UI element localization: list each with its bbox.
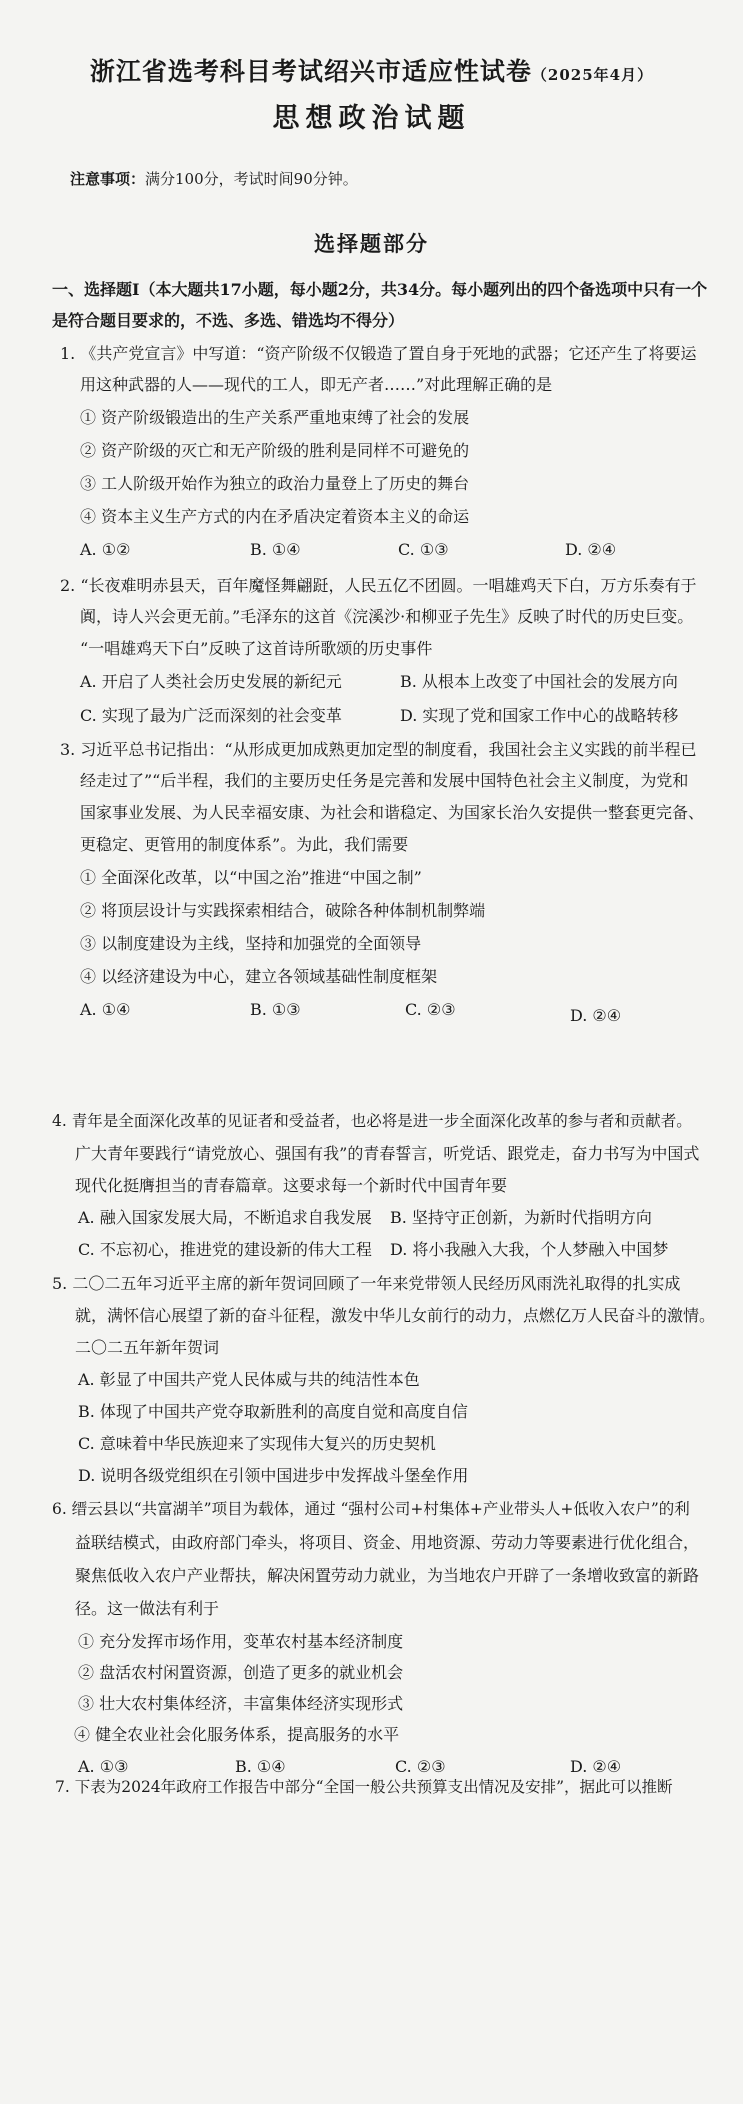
question-line: 益联结模式，由政府部门牵头，将项目、资金、用地资源、劳动力等要素进行优化组合，: [75, 1533, 700, 1552]
choice-a: A. ①④: [80, 1000, 131, 1019]
statement: ④ 以经济建设为中心，建立各领域基础性制度框架: [80, 967, 438, 986]
choice-a: A. 融入国家发展大局，不断追求自我发展: [78, 1208, 372, 1227]
choice-d: D. ②④: [565, 540, 617, 559]
exam-title: 浙江省选考科目考试绍兴市适应性试卷（2025年4月）: [89, 57, 654, 86]
choice-c: C. 实现了最为广泛而深刻的社会变革: [80, 706, 342, 725]
choice-c: C. 不忘初心，推进党的建设新的伟大工程: [78, 1240, 372, 1259]
statement: ② 盘活农村闲置资源，创造了更多的就业机会: [78, 1663, 404, 1682]
statement: ① 充分发挥市场作用，变革农村基本经济制度: [78, 1632, 404, 1651]
choice-b: B. 从根本上改变了中国社会的发展方向: [400, 672, 678, 691]
question-line: 经走过了”“后半程，我们的主要历史任务是完善和发展中国特色社会主义制度，为党和: [80, 771, 689, 790]
choice-b: B. ①③: [250, 1000, 301, 1019]
statement: ④ 健全农业社会化服务体系，提高服务的水平: [74, 1725, 400, 1744]
question-line: 二〇二五年新年贺词: [75, 1338, 220, 1357]
subject-title: 思想政治试题: [272, 103, 471, 134]
choice-b: B. ①④: [235, 1757, 286, 1776]
question-line: 用这种武器的人——现代的工人，即无产者……”对此理解正确的是: [80, 375, 553, 394]
choice-c: C. ②③: [405, 1000, 456, 1019]
statement: ③ 工人阶级开始作为独立的政治力量登上了历史的舞台: [80, 474, 470, 493]
exam-date: （2025年4月）: [531, 66, 654, 84]
choice-b: B. 坚持守正创新，为新时代指明方向: [390, 1208, 652, 1227]
question-line: 阗，诗人兴会更无前。”毛泽东的这首《浣溪沙·和柳亚子先生》反映了时代的历史巨变。: [80, 607, 694, 626]
choice-c: C. ①③: [398, 540, 449, 559]
choice-a: A. 彰显了中国共产党人民体威与共的纯洁性本色: [78, 1370, 420, 1389]
choice-a: A. ①②: [80, 540, 131, 559]
choice-d: D. ②④: [570, 1006, 622, 1025]
question-line: 3. 习近平总书记指出：“从形成更加成熟更加定型的制度看，我国社会主义实践的前半程已: [60, 740, 697, 759]
section-heading: 一、选择题Ⅰ（本大题共17小题，每小题2分，共34分。每小题列出的四个备选项中只有一个是符合题目要求的，不选、多选、错选均不得分）: [52, 280, 708, 330]
choice-c: C. ②③: [395, 1757, 446, 1776]
choice-a: A. ①③: [78, 1757, 129, 1776]
question-line: 4. 青年是全面深化改革的见证者和受益者，也必将是进一步全面深化改革的参与者和贡献者。: [52, 1112, 692, 1130]
statement: ① 全面深化改革，以“中国之治”推进“中国之制”: [80, 868, 422, 887]
question-line: 国家事业发展、为人民幸福安康、为社会和谐稳定、为国家长治久安提供一整套更完备、: [80, 803, 705, 822]
part-title: 选择题部分: [314, 231, 429, 256]
statement: ④ 资本主义生产方式的内在矛盾决定着资本主义的命运: [80, 507, 470, 526]
choice-d: D. 实现了党和国家工作中心的战略转移: [400, 706, 679, 725]
statement: ① 资产阶级锻造出的生产关系严重地束缚了社会的发展: [80, 408, 470, 427]
question-line: 广大青年要践行“请党放心、强国有我”的青春誓言，听党话、跟党走，奋力书写为中国式: [75, 1144, 700, 1163]
question-line: 1. 《共产党宣言》中写道：“资产阶级不仅锻造了置自身于死地的武器；它还产生了将要运: [60, 344, 697, 363]
notice: 注意事项：满分100分，考试时间90分钟。: [70, 170, 358, 188]
question-line: 7. 下表为2024年政府工作报告中部分“全国一般公共预算支出情况及安排”，据此可以推断: [55, 1778, 673, 1796]
choice-d: D. ②④: [570, 1757, 622, 1776]
question-line: 更稳定、更管用的制度体系”。为此，我们需要: [80, 835, 409, 854]
question-line: 5. 二〇二五年习近平主席的新年贺词回顾了一年来党带领人民经历风雨洗礼取得的扎实成: [52, 1274, 681, 1293]
choice-c: C. 意味着中华民族迎来了实现伟大复兴的历史契机: [78, 1434, 436, 1453]
question-line: 就，满怀信心展望了新的奋斗征程，激发中华儿女前行的动力，点燃亿万人民奋斗的激情。: [75, 1306, 716, 1325]
choice-a: A. 开启了人类社会历史发展的新纪元: [80, 672, 342, 691]
choice-d: D. 说明各级党组织在引领中国进步中发挥战斗堡垒作用: [78, 1466, 469, 1485]
question-line: 2. “长夜难明赤县天，百年魔怪舞翩跹，人民五亿不团圆。一唱雄鸡天下白，万方乐奏有于: [60, 576, 697, 595]
statement: ② 资产阶级的灭亡和无产阶级的胜利是同样不可避免的: [80, 441, 470, 460]
choice-b: B. 体现了中国共产党夺取新胜利的高度自觉和高度自信: [78, 1402, 468, 1421]
statement: ② 将顶层设计与实践探索相结合，破除各种体制机制弊端: [80, 901, 486, 920]
question-line: 现代化挺膺担当的青春篇章。这要求每一个新时代中国青年要: [75, 1176, 508, 1195]
question-line: 径。这一做法有利于: [75, 1599, 220, 1618]
choice-b: B. ①④: [250, 540, 301, 559]
statement: ③ 以制度建设为主线，坚持和加强党的全面领导: [80, 934, 422, 953]
choice-d: D. 将小我融入大我，个人梦融入中国梦: [390, 1240, 669, 1259]
question-line: 6. 缙云县以“共富湖羊”项目为载体，通过 “强村公司+村集体+产业带头人+低收入农户”的利: [52, 1500, 690, 1518]
question-line: “一唱雄鸡天下白”反映了这首诗所歌颂的历史事件: [80, 639, 433, 658]
question-line: 聚焦低收入农户产业帮扶，解决闲置劳动力就业，为当地农户开辟了一条增收致富的新路: [75, 1566, 700, 1585]
statement: ③ 壮大农村集体经济，丰富集体经济实现形式: [78, 1694, 404, 1713]
